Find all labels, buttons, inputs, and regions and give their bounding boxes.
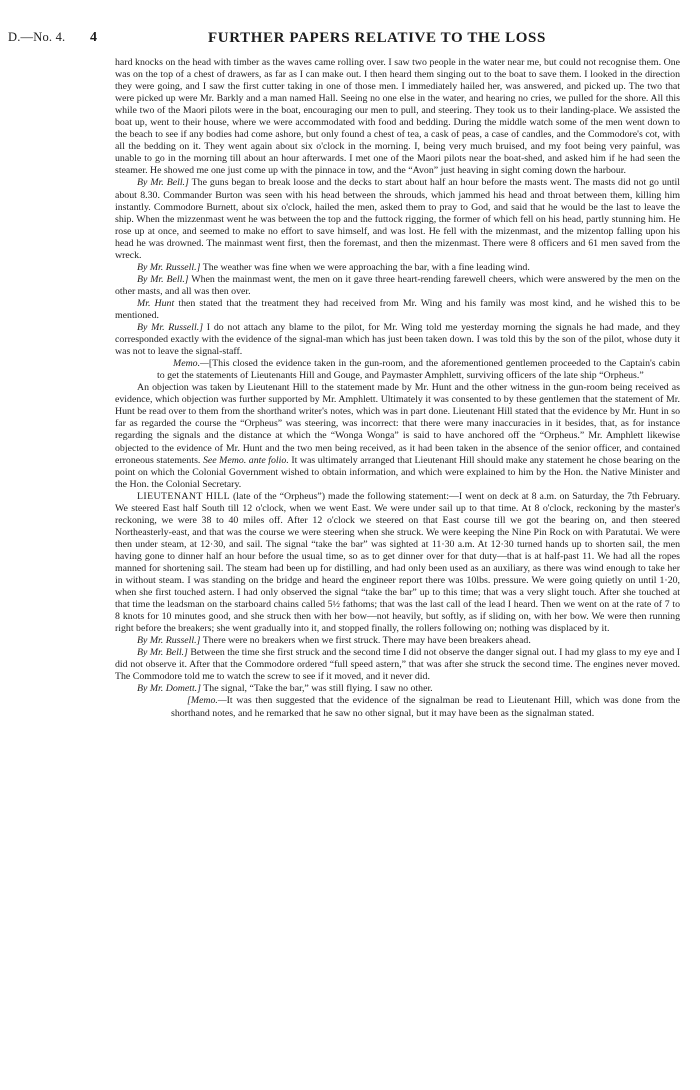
paragraph: An objection was taken by Lieutenant Hill to the statement made by Mr. Hunt and the other witness in the gun-room being received as evidence, which objection was further supported by Mr. Amphlett. Ultimately it was consented to by these gentlemen that the statement of Mr. Hunt be read over to them from the shorthand writer's notes, which was in part done. Lieutenant Hill stated that the evidence by Mr. Hunt in so far as regarded the course the “Orpheus” was steering, was incorrect: that there were many inaccuracies in it besides, that, as for instance regarding the signals and the distance at which the “Wonga Wonga” is said to have anchored off the “Orpheus.” Mr. Amphlett likewise objected to the evidence of Mr. Hunt and the two men being received, as it had been taken in the absence of the senior officer, and contained erroneous statements. See Memo. ante folio. It was ultimately arranged that Lieutenant Hill should make any statement he chose bearing on the point on which the Colonial Government wished to obtain information, and which were explained to him by the Hon. the Native Minister and the Hon. the Colonial Secretary.: [115, 382, 681, 490]
running-header: [8, 30, 696, 48]
speaker-label: By Mr. Domett.]: [137, 683, 201, 695]
paragraph: By Mr. Bell.] When the mainmast went, the men on it gave three heart-rending farewell cheers, which were answered by the men on the other masts, and all was then over.: [115, 273, 680, 297]
reference-note: See Memo. ante folio.: [202, 454, 289, 466]
speaker-label: By Mr. Bell.]: [137, 647, 188, 659]
document-body: [115, 57, 680, 720]
speaker-name: LIEUTENANT HILL: [137, 490, 230, 502]
memo-label: [Memo.—: [187, 695, 227, 707]
paragraph: By Mr. Russell.] I do not attach any blame to the pilot, for Mr. Wing told me yesterday morning the signals he had made, and they corresponded exactly with the evidence of the signal-man which has just been taken down. I was told this by the son of the pilot, whose duty it was not to leave the signal-staff.: [115, 322, 681, 358]
page-title: FURTHER PAPERS RELATIVE TO THE LOSS: [208, 30, 546, 46]
paragraph: By Mr. Russell.] The weather was fine when we were approaching the bar, with a fine leading wind.: [137, 261, 530, 273]
paragraph: hard knocks on the head with timber as the waves came rolling over. I saw two people in the water near me, but could not recognise them. One was on the top of a chest of drawers, as far as I can make out. I then heard them singing out to the boat to save them. I looked in the direction they were going, and I saw the first cutter taking in one of those men. I immediately hailed her, was answered, and picked up. The two that were picked up were Mr. Barkly and a man named Hall. Seeing no one else in the water, and hearing no cries, we pulled for the shore. All this while two of the Maori pilots were in the boat, encouraging our men to pull, and steering. They took us to their landing-place. We assisted the boat up, went to their house, where we were accommodated with food and bedding. During the middle watch some of the men went down to the beach to see if any bodies had come ashore, but only found a chest of tea, a cask of peas, a case of candles, and the Commodore's cot, with all the bedding on it. They went again about six o'clock in the morning. I, being very much bruised, and my foot being very painful, was unable to go in the morning till about an hour afterwards. I met one of the Maori pilots near the boat-shed, and asked him if he had seen the steamer. He showed me one just come up with the pinnace in tow, and the “Avon” just heaving in sight coming down the harbour.: [115, 57, 680, 177]
memo-label: Memo.—: [173, 358, 209, 370]
paragraph: LIEUTENANT HILL (late of the “Orpheus”) made the following statement:—I went on deck at 8 a.m. on Saturday, the 7th February. We steered East half South till 12 o'clock, when we went East. We were under sail up to that time. At 8 o'clock, reckoning by the master's reckoning, we were 38 to 40 miles off. After 12 o'clock we steered on that East course till we got the bearing on, and then steered Northeasterly-east, and that was the course we were steering when she struck. We were keeping the Nine Pin Rock on with Paratutai. We were then under steam, at 12·30, and sail. The signal “take the bar” was sighted at 11·30 a.m. At 12·30 turned hands up to shorten sail, the men having gone to dinner half an hour before the usual time, so as to get dinner over for that duty—that is at half-past 11. We had all the ropes manned for shortening sail. The steam had been up for distilling, and had only been used as an auxiliary, as there was wind enough to take her in without steam. I was standing on the bridge and heard the engineer report there was 10lbs. pressure. We were going quietly on until 1·20, when she first touched astern. I had only observed the signal “take the bar” up to this time; that was a very slight touch. After she touched at that time the leadsman on the starboard chains called 5½ fathoms; that was the last call of the lead I heard. Then we went on at the rate of 7 to 8 knots for 10 minutes good, and she struck then with her bow—not heavily, but softly, as if sliding on, with her bow. We were then running right before the breakers; she went gradually into it, and stopped finally, the rollers following on; nothing was displaced by it.: [115, 490, 680, 635]
speaker-label: By Mr. Bell.]: [137, 273, 189, 285]
page-number: 4: [90, 30, 98, 45]
paragraph: Mr. Hunt then stated that the treatment they had received from Mr. Wing and his family was most kind, and he wished this to be mentioned.: [115, 297, 680, 321]
speaker-label: By Mr. Russell.]: [137, 322, 204, 334]
memo-paragraph: [Memo.—It was then suggested that the evidence of the signalman be read to Lieutenant Hill, which was done from the shorthand notes, and he remarked that he saw no other signal, but it may have been as the signalman stated.: [171, 695, 680, 719]
paragraph: By Mr. Bell.] Between the time she first struck and the second time I did not observe the danger signal out. I had my glass to my eye and I did not observe it. After that the Commodore ordered “full speed astern,” that was after she struck the second time. The engines never moved. The Commodore told me to watch the screw to see if it moved, and it never did.: [115, 647, 680, 683]
paragraph: By Mr. Domett.] The signal, “Take the bar,” was still flying. I saw no other.: [137, 683, 433, 695]
speaker-label: Mr. Hunt: [137, 297, 175, 309]
speaker-label: By Mr. Bell.]: [137, 177, 189, 189]
speaker-label: By Mr. Russell.]: [137, 261, 201, 273]
speaker-label: By Mr. Russell.]: [137, 635, 201, 647]
memo-paragraph: Memo.—[This closed the evidence taken in the gun-room, and the aforementioned gentlemen proceeded to the Captain's cabin to get the statements of Lieutenants Hill and Gouge, and Paymaster Amphlett, surviving officers of the late ship “Orpheus.”: [157, 358, 680, 382]
paragraph: By Mr. Bell.] The guns began to break loose and the decks to start about half an hour before the masts went. The masts did not go until about 8.30. Commander Burton was seen with his head between the shrouds, which jammed his head and throat between them, killing him instantly. Commodore Burnett, about six o'clock, hailed the men, asked them to pray to God, and said that he would be the last to leave the ship. When the mizzenmast went he was between the top and the futtock rigging, the former of which fell on his head, partly stunning him. He rose up at once, and seemed to make no effort to save himself, and was lost. He fell with the mizenmast, and the mizentop falling upon his head he was drowned. The mainmast went first, then the foremast, and then the mizenmast. There were 8 officers and 61 men saved from the wreck.: [115, 177, 680, 261]
paragraph: By Mr. Russell.] There were no breakers when we first struck. There may have been breakers ahead.: [137, 635, 531, 647]
document-reference: D.—No. 4.: [8, 30, 66, 44]
